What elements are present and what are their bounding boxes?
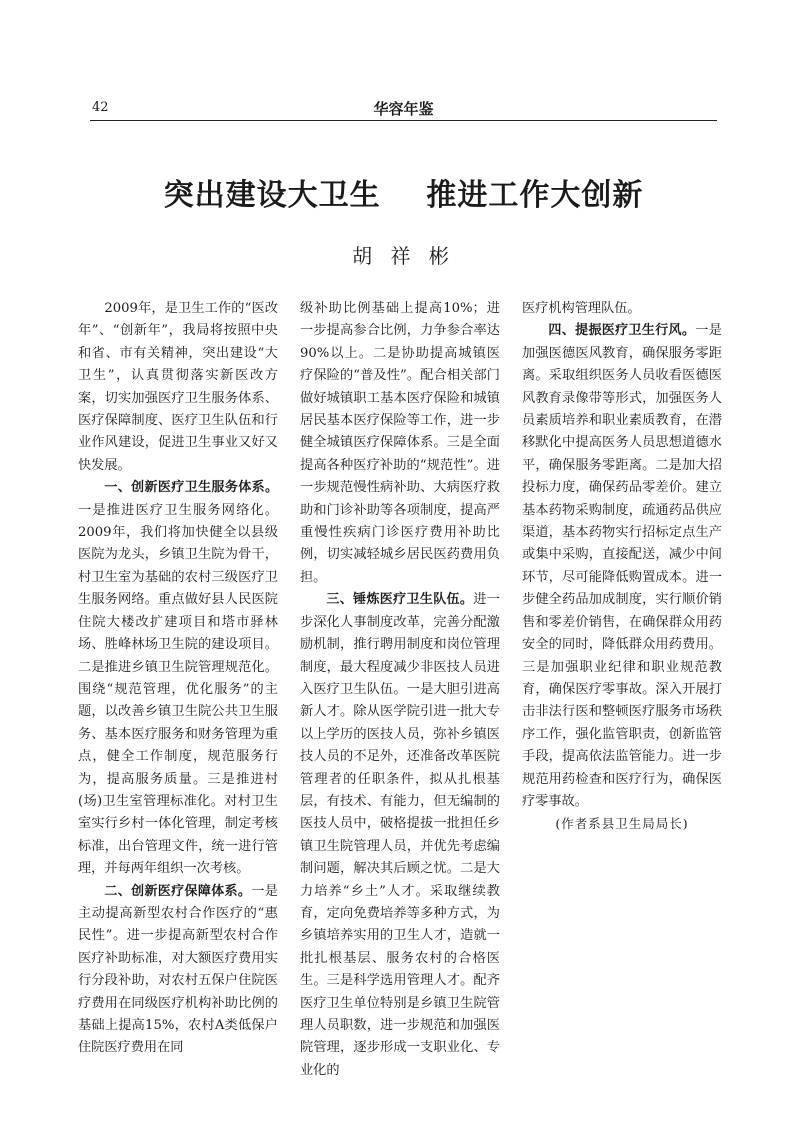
section-heading: 二、创新医疗保障体系。 bbox=[104, 883, 252, 899]
section-heading: 四、提振医疗卫生行风。 bbox=[548, 323, 696, 339]
column-2 bbox=[300, 298, 500, 1078]
column-1 bbox=[78, 298, 278, 1078]
section-heading: 三、锤炼医疗卫生队伍。 bbox=[326, 592, 474, 608]
article-author: 胡 祥 彬 bbox=[352, 244, 455, 268]
running-title: 华容年鉴 bbox=[373, 100, 434, 118]
article-body bbox=[78, 298, 722, 1078]
section-3: 三、锤炼医疗卫生队伍。进一步深化人事制度改革，完善分配激励机制，推行聘用制度和岗位管理制度，最大程度减少非医技人员进入医疗卫生队伍。一是大胆引进高新人才。除从医学院引进一批大专以上学历的医技人员，弥补乡镇医技人员的不足外，还准备改革医院管理者的任职条件，拟从扎根基层，有技术、有能力，但无编制的医技人员中，破格提拔一批担任乡镇卫生院管理人员，并优先考虑编制问题，解决其后顾之忧。二是大力培养“乡土”人才。采取继续教育，定向免费培养等多种方式，为乡镇培养实用的卫生人才，造就一批扎根基层、服务农村的合格医生。三是科学选用管理人才。配齐医疗卫生单位特别是乡镇卫生院管理人员职数，进一步规范和加强医院管理，逐步形成一支职业化、专业化的 bbox=[300, 592, 500, 1078]
column-3 bbox=[522, 298, 722, 1078]
page-header bbox=[90, 98, 717, 121]
section-4: 四、提振医疗卫生行风。一是加强医德医风教育，确保服务零距离。采取组织医务人员收看医德医风教育录像带等形式，加强医务人员素质培养和职业素质教育，在潜移默化中提高医务人员思想道德水平，确保服务零距离。二是加大招投标力度，确保药品零差价。建立基本药物采购制度，疏通药品供应渠道，基本药物实行招标定点生产或集中采购，直接配送，减少中间环节，尽可能降低购置成本。进一步健全药品加成制度，实行顺价销售和零差价销售，在确保群众用药安全的同时，降低群众用药费用。三是加强职业纪律和职业规范教育，确保医疗零事故。深入开展打击非法行医和整顿医疗服务市场秩序工作，强化监管职责，创新监管手段，提高依法监管能力。进一步规范用药检查和医疗行为，确保医疗零事故。 bbox=[522, 323, 722, 809]
author-signature: (作者系县卫生局局长) bbox=[555, 816, 689, 832]
section-3-continued: 医疗机构管理队伍。 bbox=[522, 301, 641, 316]
paragraph-intro: 2009年，是卫生工作的“医改年”、“创新年”，我局将按照中央和省、市有关精神，突出建设“大卫生”，认真贯彻落实新医改方案，切实加强医疗卫生服务体系、医疗保障制度、医疗卫生队伍和行业作风建设，促进卫生事业又好又快发展。 bbox=[78, 301, 278, 473]
page-number: 42 bbox=[92, 100, 109, 115]
article-title: 突出建设大卫生 推进工作大创新 bbox=[163, 178, 644, 213]
section-2: 二、创新医疗保障体系。一是主动提高新型农村合作医疗的“惠民性”。进一步提高新型农村合作医疗补助标准，对大额医疗费用实行分段补助，对农村五保户住院医疗费用在同级医疗机构补助比例的基础上提高15%，农村A类低保户住院医疗费用在同 bbox=[78, 883, 278, 1056]
section-heading: 一、创新医疗卫生服务体系。 bbox=[104, 480, 278, 496]
section-1: 一、创新医疗卫生服务体系。一是推进医疗卫生服务网络化。2009年，我们将加快健全以县级医院为龙头，乡镇卫生院为骨干，村卫生室为基础的农村三级医疗卫生服务网络。重点做好县人民医院住院大楼改扩建项目和塔市驿林场、胜峰林场卫生院的建设项目。二是推进乡镇卫生院管理规范化。围绕“规范管理，优化服务”的主题，以改善乡镇卫生院公共卫生服务、基本医疗服务和财务管理为重点，健全工作制度，规范服务行为，提高服务质量。三是推进村(场)卫生室管理标准化。对村卫生室实行乡村一体化管理，制定考核标准，出台管理文件，统一进行管理，并每两年组织一次考核。 bbox=[78, 480, 278, 877]
section-2-continued: 级补助比例基础上提高10%；进一步提高参合比例，力争参合率达90%以上。二是协助提高城镇医疗保险的“普及性”。配合相关部门做好城镇职工基本医疗保险和城镇居民基本医疗保险等工作，进一步健全城镇医疗保障体系。三是全面提高各种医疗补助的“规范性”。进一步规范慢性病补助、大病医疗救助和门诊补助等各项制度，提高严重慢性疾病门诊医疗费用补助比例，切实减轻城乡居民医药费用负担。 bbox=[300, 301, 500, 585]
